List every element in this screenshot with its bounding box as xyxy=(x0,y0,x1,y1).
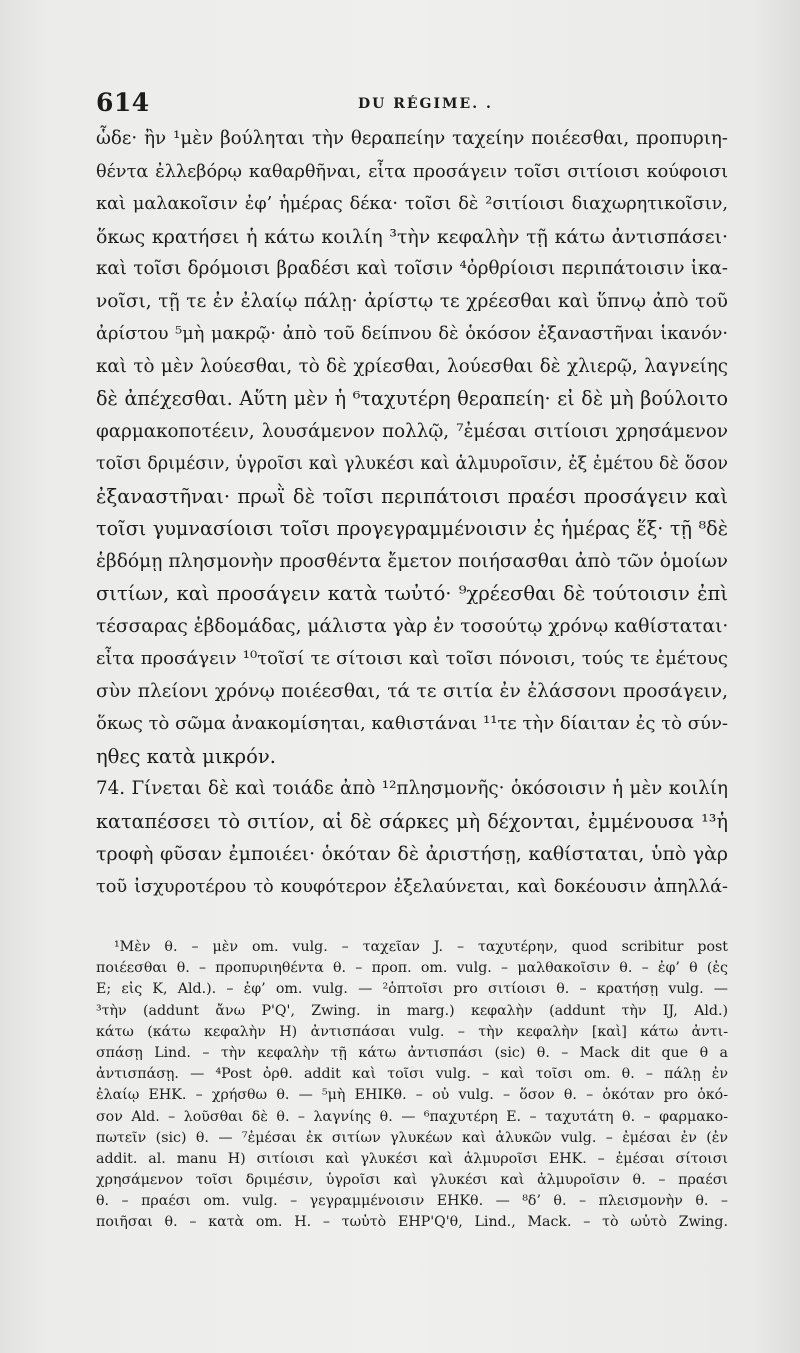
page-header xyxy=(96,88,726,118)
footnote-line: ἐλαίῳ EHK. – χρήσθω θ. — ⁵μὴ EHIKθ. – οὐ vulg. – ὅσον θ. – ὁκόταν pro ὁκό- xyxy=(96,1087,728,1104)
footnote-line: addit. al. manu H) σιτίοισι καὶ γλυκέσι καὶ ἁλμυροῖσι EHK. – ἐμέσαι σίτοισι xyxy=(96,1150,728,1167)
page-number: 614 xyxy=(96,88,150,117)
text-line: καὶ τὸ μὲν λούεσθαι, τὸ δὲ χρίεσθαι, λούεσθαι δὲ χλιερῷ, λαγνείης xyxy=(96,355,728,377)
text-line: θέντα ἐλλεβόρῳ καθαρθῆναι, εἶτα προσάγειν τοῖσι σιτίοισι κούφοισι xyxy=(96,161,728,182)
footnote-line: σπάσῃ Lind. – τὴν κεφαλὴν τῇ κάτω ἀντισπάσι (sic) θ. – Mack dit que θ a xyxy=(96,1044,728,1061)
footnote-line: ¹Μὲν θ. – μὲν om. vulg. – ταχεῖαν J. – ταχυτέρην, quod scribitur post xyxy=(114,939,728,955)
text-line: καὶ τοῖσι δρόμοισι βραδέσι καὶ τοῖσιν ⁴ὀρθρίοισι περιπάτοισιν ἱκα- xyxy=(96,258,728,279)
footnote-line: ἀντισπάσῃ. — ⁴Post ὀρθ. addit καὶ τοῖσι vulg. – καὶ τοῖσι om. θ. – πάλῃ ἐν xyxy=(96,1066,728,1083)
footnote-line: ποιῆσαι θ. – κατὰ om. H. – τωὐτὸ EHP'Q'θ, Lind., Mack. – τὸ ωὐτὸ Zwing. xyxy=(96,1214,728,1231)
footnote-line: ποιέεσθαι θ. – προπυριηθέντα θ. – προπ. om. vulg. – μαλθακοῖσιν θ. – ἐφ’ θ (ἐς xyxy=(96,960,728,977)
footnotes xyxy=(96,937,728,1234)
text-line: νοῖσι, τῇ τε ἐν ἐλαίῳ πάλῃ· ἀρίστῳ τε χρέεσθαι καὶ ὕπνῳ ἀπὸ τοῦ xyxy=(96,290,728,312)
text-line: ἐξαναστῆναι· πρωῒ δὲ τοῖσι περιπάτοισι πραέσι προσάγειν καὶ xyxy=(96,484,728,508)
text-line: ἀρίστου ⁵μὴ μακρῷ· ἀπὸ τοῦ δείπνου δὲ ὁκόσον ἐξαναστῆναι ἱκανόν· xyxy=(96,324,728,344)
text-line: τοῦ ἰσχυροτέρου τὸ κουφότερον ἐξελαύνεται, καὶ δοκέουσιν ἀπηλλά- xyxy=(96,876,728,897)
text-line: δὲ ἀπέχεσθαι. Αὕτη μὲν ἡ ⁶ταχυτέρη θεραπείη· εἰ δὲ μὴ βούλοιτο xyxy=(96,387,728,410)
text-line: εἶτα προσάγειν ¹⁰τοῖσί τε σίτοισι καὶ τοῖσι πόνοισι, τούς τε ἐμέτους xyxy=(96,648,728,669)
text-line: ὅκως τὸ σῶμα ἀνακομίσηται, καθιστάναι ¹¹τε τὴν δίαιταν ἐς τὸ σύν- xyxy=(96,713,728,734)
text-line: ἑβδόμῃ πλησμονὴν προσθέντα ἔμετον ποιήσασθαι ἀπὸ τῶν ὁμοίων xyxy=(96,550,728,572)
text-line: τοῖσι δριμέσιν, ὑγροῖσι καὶ γλυκέσι καὶ ἁλμυροῖσιν, ἐξ ἐμέτου δὲ ὅσον xyxy=(96,454,728,474)
footnote-line: ³τὴν (addunt ἄνω P'Q', Zwing. in marg.) κεφαλὴν (addunt τὴν IJ, Ald.) xyxy=(96,1002,728,1019)
footnote-line: χρησάμενον τοῖσι δριμέσιν, ὑγροῖσι καὶ γλυκέσι καὶ ἁλμυροῖσιν θ. – πραέσι xyxy=(96,1172,728,1189)
text-line: τοῖσι γυμνασίοισι τοῖσι προγεγραμμένοισιν ἐς ἡμέρας ἕξ· τῇ ⁸δὲ xyxy=(96,517,728,540)
text-line: τροφὴ φῦσαν ἐμποιέει· ὁκόταν δὲ ἀριστήσῃ, καθίσταται, ὑπὸ γὰρ xyxy=(96,843,728,865)
text-line: σιτίων, καὶ προσάγειν κατὰ τωὐτό· ⁹χρέεσθαι δὲ τούτοισιν ἐπὶ xyxy=(96,582,728,605)
text-line: ὧδε· ἢν ¹μὲν βούληται τὴν θεραπείην ταχείην ποιέεσθαι, προπυριη- xyxy=(96,128,728,149)
main-text xyxy=(96,123,728,903)
footnote-line: κάτω (κάτω κεφαλὴν H) ἀντισπάσαι vulg. – τὴν κεφαλὴν [καὶ] κάτω ἀντι- xyxy=(96,1023,728,1040)
text-line: καὶ μαλακοῖσιν ἐφ’ ἡμέρας δέκα· τοῖσι δὲ ²σιτίοισι διαχωρητικοῖσιν, xyxy=(96,194,728,214)
text-line: τέσσαρας ἑβδομάδας, μάλιστα γὰρ ἐν τοσούτῳ χρόνῳ καθίσταται· xyxy=(96,615,729,637)
text-line: καταπέσσει τὸ σιτίον, αἱ δὲ σάρκες μὴ δέχονται, ἐμμένουσα ¹³ἡ xyxy=(96,809,728,833)
text-line: φαρμακοποτέειν, λουσάμενον πολλῷ, ⁷ἐμέσαι σιτίοισι χρησάμενον xyxy=(96,420,728,442)
footnote-line: σον Ald. – λοῦσθαι δὲ θ. – λαγνίης θ. — ⁶παχυτέρη E. – ταχυτάτη θ. – φαρμακο- xyxy=(96,1108,728,1125)
footnote-line: πωτεῖν (sic) θ. — ⁷ἐμέσαι ἐκ σιτίων γλυκέων καὶ ἀλυκῶν vulg. – ἐμέσαι ἐν (ἐν xyxy=(96,1129,728,1146)
text-line: σὺν πλείονι χρόνῳ ποιέεσθαι, τά τε σιτία ἐν ἐλάσσονι προσάγειν, xyxy=(96,680,728,702)
section-74-start: 74. Γίνεται δὲ καὶ τοιάδε ἀπὸ ¹²πλησμονῆς· ὁκόσοισιν ἡ μὲν κοιλίη xyxy=(96,778,728,799)
footnote-line: E; εἰς K, Ald.). – ἐφ’ om. vulg. — ²ὁπτοῖσι pro σιτίοισι θ. – κρατήσῃ vulg. — xyxy=(96,981,728,998)
running-head: DU RÉGIME. . xyxy=(358,96,493,112)
footnote-line: θ. – πραέσι om. vulg. – γεγραμμένοισιν EHKθ. — ⁸δ’ θ. – πλεισμονὴν θ. – xyxy=(96,1193,728,1210)
text-line: ηθες κατὰ μικρόν. xyxy=(96,744,276,768)
text-line: ὅκως κρατήσει ἡ κάτω κοιλίη ³τὴν κεφαλὴν τῇ κάτω ἀντισπάσει· xyxy=(96,225,728,248)
